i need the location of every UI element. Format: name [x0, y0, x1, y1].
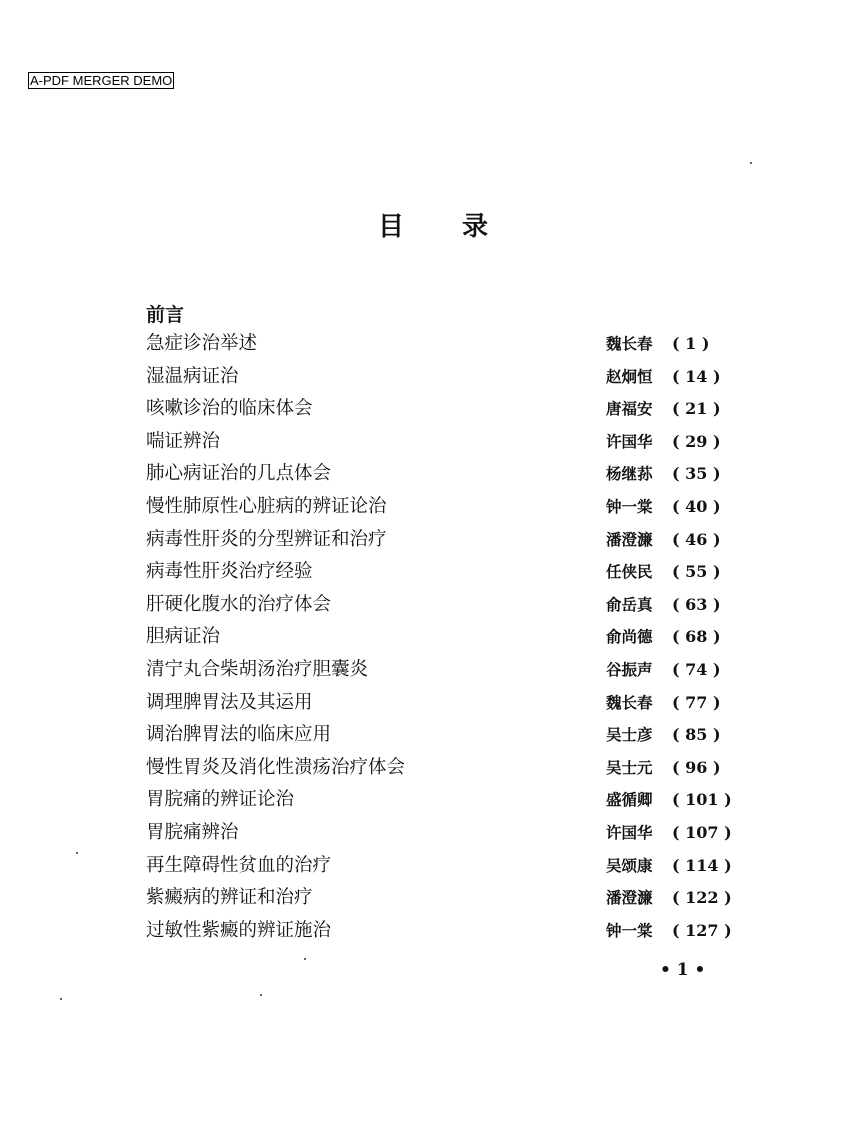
toc-entry [146, 915, 746, 948]
scan-speck [750, 162, 752, 164]
toc-entry-title: 湿温病证治 [146, 365, 239, 387]
toc-entry-title: 胃脘痛辨治 [146, 821, 239, 843]
toc-entry-page: ( 55 ) [672, 562, 721, 582]
toc-entry [146, 621, 746, 654]
toc-entry-author: 许国华 [606, 822, 653, 842]
toc-entry [146, 556, 746, 589]
scan-speck [76, 852, 78, 854]
toc-entry-title: 胆病证治 [146, 626, 221, 648]
toc-entry-title: 胃脘痛的辨证论治 [146, 789, 295, 811]
toc-entry [146, 328, 746, 361]
toc-entry-author: 吴颂康 [606, 855, 653, 875]
toc-entry-author: 赵炯恒 [606, 366, 653, 386]
watermark: A-PDF MERGER DEMO [30, 73, 173, 88]
page-title [0, 206, 866, 243]
scan-speck [60, 998, 62, 1000]
toc-entry [146, 817, 746, 850]
toc-entry-author: 吴士彦 [606, 725, 653, 745]
toc-entry [146, 524, 746, 557]
toc-entry-page: ( 46 ) [672, 529, 721, 549]
scan-speck [260, 994, 262, 996]
title-right-char: 录 [462, 212, 489, 242]
toc-entry [146, 850, 746, 883]
toc-entry-author: 魏长春 [606, 692, 653, 712]
toc-entry-author: 魏长春 [606, 334, 653, 353]
toc-entry-page: ( 85 ) [672, 725, 721, 745]
toc-entry-title: 紫癜病的辨证和治疗 [146, 887, 313, 909]
toc-entry-author: 钟一棠 [606, 920, 653, 940]
toc-entry-title: 调治脾胃法的临床应用 [146, 724, 332, 746]
toc-entry-title: 过敏性紫癜的辨证施治 [146, 919, 332, 941]
toc-entry-page: ( 96 ) [672, 757, 721, 777]
toc-entry-page: ( 14 ) [672, 366, 721, 386]
toc-entry-author: 潘澄濂 [606, 529, 653, 549]
toc-entry-page: ( 68 ) [672, 627, 721, 647]
toc-entry-page: ( 122 ) [672, 888, 732, 908]
toc-entry-page: ( 107 ) [672, 822, 732, 842]
toc-entry-author: 盛循卿 [606, 790, 653, 810]
toc-entry [146, 784, 746, 817]
toc-entry [146, 458, 746, 491]
toc-entry [146, 882, 746, 915]
toc-entry-title: 肝硬化腹水的治疗体会 [146, 593, 332, 615]
toc-entry-author: 杨继荪 [606, 464, 653, 484]
toc-entry [146, 393, 746, 426]
toc-entry-page: ( 35 ) [672, 464, 721, 484]
toc-entry [146, 491, 746, 524]
toc-entry-page: ( 127 ) [672, 920, 732, 940]
toc-entry-author: 吴士元 [606, 757, 653, 777]
toc-entry-page: ( 29 ) [672, 431, 721, 451]
toc-entry-title: 调理脾胃法及其运用 [146, 691, 313, 713]
toc-entry-author: 俞尚德 [606, 627, 653, 647]
toc-entry-title: 病毒性肝炎治疗经验 [146, 561, 313, 583]
page-number: • 1 • [660, 960, 706, 980]
toc-entry-author: 潘澄濂 [606, 888, 653, 908]
toc-entry [146, 719, 746, 752]
toc-entry [146, 687, 746, 720]
preface-entry: 前言 [146, 304, 185, 326]
toc-entry-page: ( 63 ) [672, 594, 721, 614]
toc-entry-page: ( 21 ) [672, 399, 721, 419]
toc-entry-author: 任侠民 [606, 562, 653, 582]
toc-entry-author: 谷振声 [606, 659, 653, 679]
toc-entry-page: ( 74 ) [672, 659, 721, 679]
toc-entry [146, 426, 746, 459]
toc-entry-title: 咳嗽诊治的临床体会 [146, 398, 313, 420]
toc-entry-title: 喘证辨治 [146, 430, 221, 452]
toc-entry-title: 清宁丸合柴胡汤治疗胆囊炎 [146, 658, 369, 680]
toc-entry-author: 唐福安 [606, 399, 653, 419]
scan-speck [304, 958, 306, 960]
toc-entry-title: 肺心病证治的几点体会 [146, 463, 332, 485]
toc-entry [146, 361, 746, 394]
title-left-char: 目 [377, 212, 404, 242]
toc-entry-title: 慢性肺原性心脏病的辨证论治 [146, 495, 387, 517]
toc-entry [146, 654, 746, 687]
toc-entry-author: 钟一棠 [606, 496, 653, 516]
toc-entry [146, 752, 746, 785]
toc-entry-author: 许国华 [606, 431, 653, 451]
table-of-contents [146, 328, 746, 947]
toc-entry-title: 急症诊治举述 [146, 333, 258, 354]
toc-entry-page: ( 1 ) [672, 334, 710, 353]
toc-entry-title: 慢性胃炎及消化性溃疡治疗体会 [146, 756, 406, 778]
toc-entry-author: 俞岳真 [606, 594, 653, 614]
toc-entry-page: ( 77 ) [672, 692, 721, 712]
toc-entry [146, 589, 746, 622]
toc-entry-title: 病毒性肝炎的分型辨证和治疗 [146, 528, 387, 550]
toc-entry-page: ( 101 ) [672, 790, 732, 810]
toc-entry-title: 再生障碍性贫血的治疗 [146, 854, 332, 876]
toc-entry-page: ( 40 ) [672, 496, 721, 516]
toc-entry-page: ( 114 ) [672, 855, 732, 875]
